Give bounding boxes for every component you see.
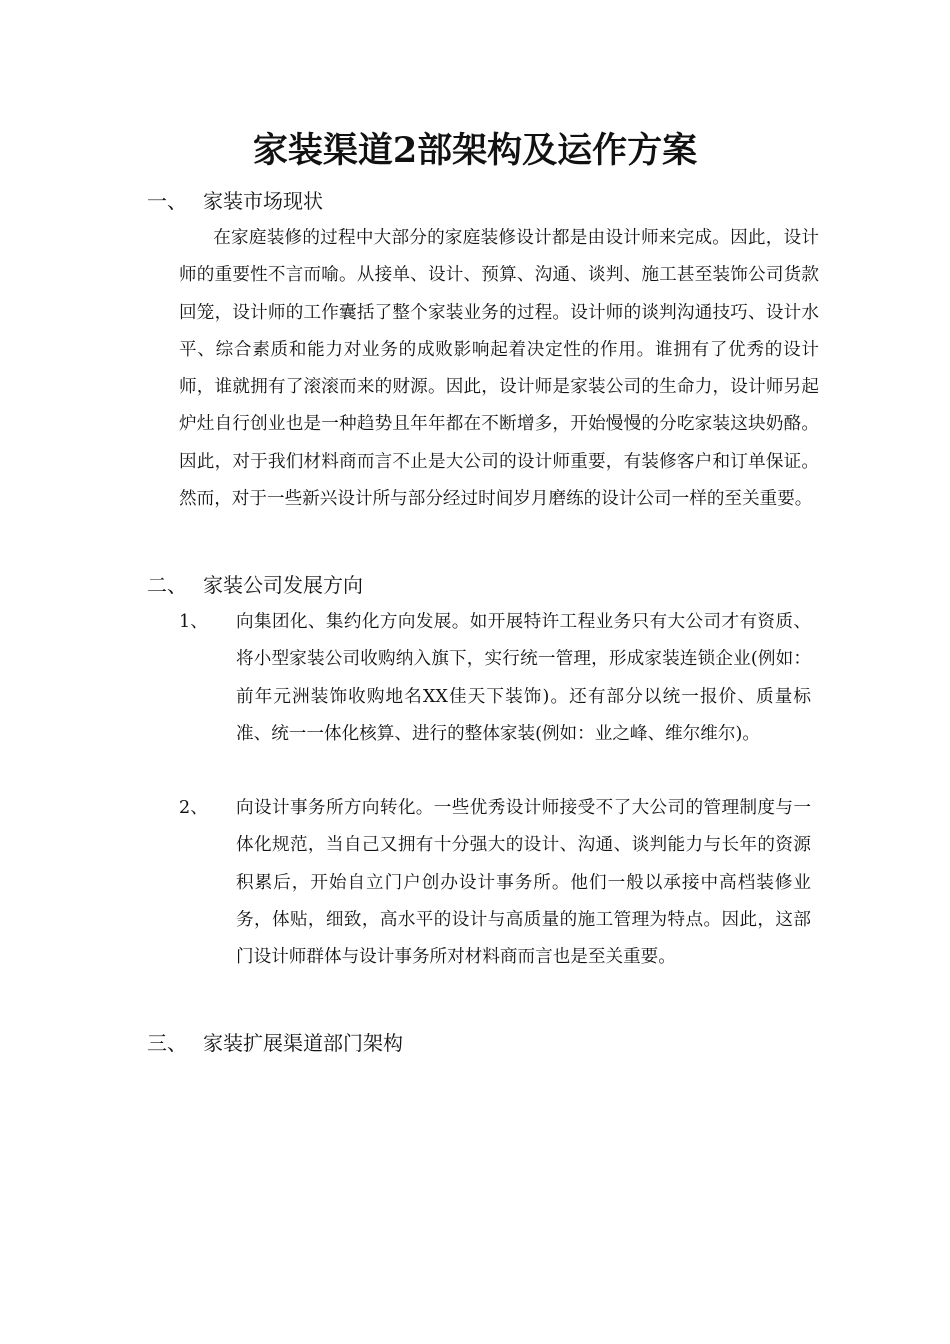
section-number: 二、 — [147, 573, 187, 597]
section-heading-1 — [147, 187, 323, 215]
section-title: 家装扩展渠道部门架构 — [203, 1031, 403, 1055]
section-1-paragraph — [179, 220, 819, 518]
list-item-number: 2、 — [179, 798, 208, 818]
list-item-text: 向设计事务所方向转化。一些优秀设计师接受不了大公司的管理制度与一体化规范，当自己又拥有十分强大的设计、沟通、谈判能力与长年的资源积累后，开始自立门户创办设计事务所。他们一般以承接中高档装修业务，体贴，细致，高水平的设计与高质量的施工管理为特点。因此，这部门设计师群体与设计事务所对材料商而言也是至关重要。 — [236, 798, 811, 968]
section-number: 三、 — [147, 1031, 187, 1055]
section-title: 家装公司发展方向 — [203, 573, 363, 597]
section-heading-2 — [147, 571, 363, 599]
section-heading-3 — [147, 1029, 403, 1057]
list-item-number: 1、 — [179, 612, 208, 632]
list-item-text: 向集团化、集约化方向发展。如开展特许工程业务只有大公司才有资质、将小型家装公司收购纳入旗下，实行统一管理，形成家装连锁企业(例如：前年元洲装饰收购地名XX佳天下装饰)。还有部分以统一报价、质量标准、统一一体化核算、进行的整体家装(例如：业之峰、维尔维尔)。 — [236, 612, 811, 744]
paragraph-text: 在家庭装修的过程中大部分的家庭装修设计都是由设计师来完成。因此，设计师的重要性不言而喻。从接单、设计、预算、沟通、谈判、施工甚至装饰公司货款回笼，设计师的工作囊括了整个家装业务的过程。设计师的谈判沟通技巧、设计水平、综合素质和能力对业务的成败影响起着决定性的作用。谁拥有了优秀的设计师，谁就拥有了滚滚而来的财源。因此，设计师是家装公司的生命力，设计师另起炉灶自行创业也是一种趋势且年年都在不断增多，开始慢慢的分吃家装这块奶酪。因此，对于我们材料商而言不止是大公司的设计师重要，有装修客户和订单保证。然而，对于一些新兴设计所与部分经过时间岁月磨练的设计公司一样的至关重要。 — [179, 228, 819, 510]
list-item-1 — [179, 604, 819, 753]
section-title: 家装市场现状 — [203, 189, 323, 213]
list-item-2 — [179, 790, 819, 976]
section-number: 一、 — [147, 189, 187, 213]
document-title: 家装渠道2部架构及运作方案 — [252, 130, 698, 171]
